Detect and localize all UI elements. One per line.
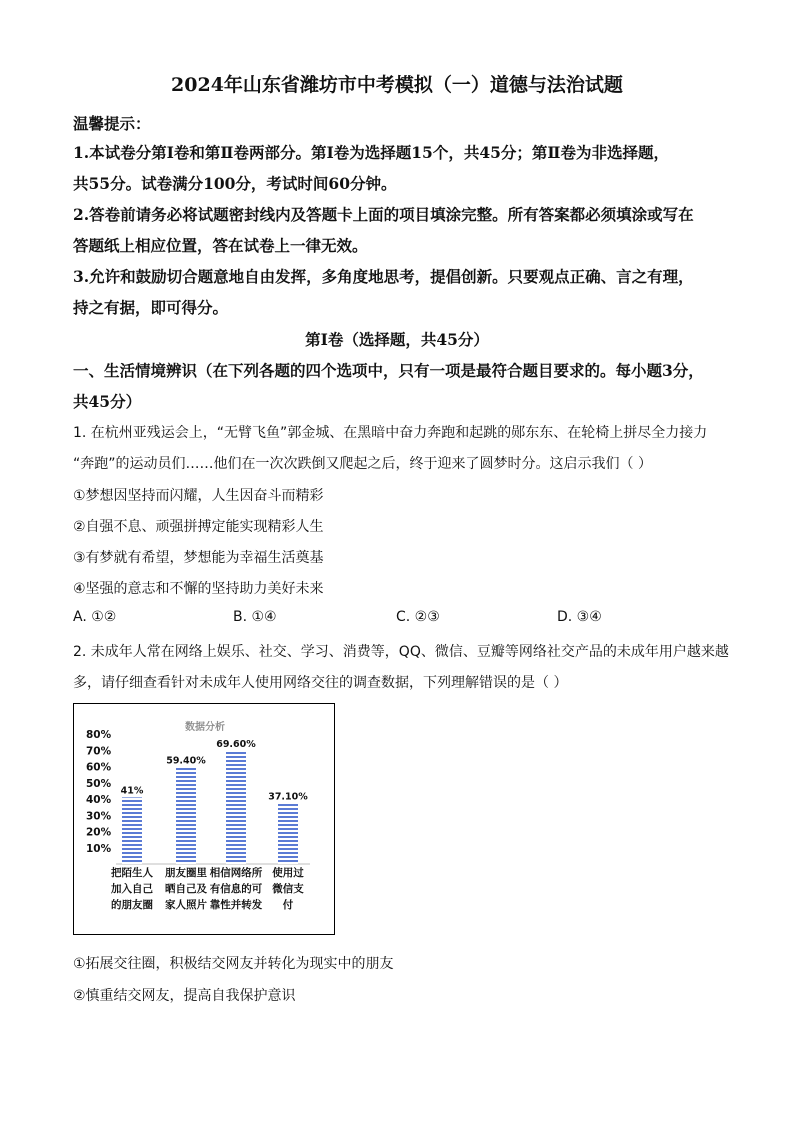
x-category-label: 有信息的可 (209, 883, 263, 895)
option-b: B. ①④ (233, 609, 277, 625)
part-instruction: 共45分） (73, 392, 142, 411)
bar-value-label: 37.10% (268, 791, 308, 803)
x-category-label: 朋友圈里 (165, 867, 207, 879)
bar (226, 751, 246, 864)
bar-value-label: 59.40% (166, 755, 206, 767)
bar (176, 767, 196, 864)
y-tick-label: 80% (86, 729, 112, 741)
question-1-item: ②自强不息、顽强拼搏定能实现精彩人生 (73, 519, 324, 535)
y-tick-label: 50% (86, 777, 112, 790)
notice-heading: 温馨提示： (73, 114, 151, 133)
question-2-item: ①拓展交往圈，积极结交网友并转化为现实中的朋友 (73, 956, 394, 972)
question-2-item: ②慎重结交网友，提高自我保护意识 (73, 988, 296, 1004)
chart-svg (74, 704, 336, 936)
question-2-stem: 多，请仔细查看针对未成年人使用网络交往的调查数据，下列理解错误的是（ ） (73, 675, 568, 691)
notice-line: 2.答卷前请务必将试题密封线内及答题卡上面的项目填涂完整。所有答案都必须填涂或写在 (73, 205, 694, 224)
x-category-label: 相信网络所 (209, 867, 263, 879)
question-1-stem: 1. 在杭州亚残运会上，“无臂飞鱼”郭金城、在黑暗中奋力奔跑和起跳的郧东东、在轮椅上拼尽全力接力 (73, 425, 708, 441)
x-category-label: 付 (282, 899, 294, 911)
y-tick-label: 70% (86, 745, 112, 758)
x-category-label: 微信支 (272, 883, 304, 895)
y-tick-label: 20% (86, 826, 112, 839)
option-c: C. ②③ (396, 609, 440, 625)
x-category-label: 把陌生人 (111, 867, 153, 879)
part-instruction: 一、生活情境辨识（在下列各题的四个选项中，只有一项是最符合题目要求的。每小题3分， (73, 361, 704, 380)
question-1-stem: “奔跑”的运动员们……他们在一次次跌倒又爬起之后，终于迎来了圆梦时分。这启示我们（ ） (73, 456, 652, 472)
question-2-stem: 2. 未成年人常在网络上娱乐、社交、学习、消费等，QQ、微信、豆瓣等网络社交产品的未成年用户越来越 (73, 644, 729, 660)
notice-line: 持之有据，即可得分。 (73, 298, 229, 317)
option-d: D. ③④ (557, 609, 602, 625)
x-category-label: 晒自己及 (165, 883, 207, 895)
section-title: 第Ⅰ卷（选择题，共45分） (305, 330, 489, 349)
x-category-label: 靠性并转发 (209, 899, 263, 911)
question-1-item: ④坚强的意志和不懈的坚持助力美好未来 (73, 581, 324, 597)
notice-line: 3.允许和鼓励切合题意地自由发挥，多角度地思考，提倡创新。只要观点正确、言之有理， (73, 267, 694, 286)
page-title: 2024年山东省潍坊市中考模拟（一）道德与法治试题 (171, 74, 623, 96)
chart-title: 数据分析 (185, 722, 225, 733)
bar-value-label: 41% (120, 785, 144, 797)
bar (122, 797, 142, 864)
question-1-item: ③有梦就有希望，梦想能为幸福生活奠基 (73, 550, 324, 566)
notice-line: 1.本试卷分第Ⅰ卷和第Ⅱ卷两部分。第Ⅰ卷为选择题15个，共45分；第Ⅱ卷为非选择题， (73, 143, 669, 162)
question-1-item: ①梦想因坚持而闪耀，人生因奋斗而精彩 (73, 488, 324, 504)
y-tick-label: 60% (86, 761, 112, 774)
notice-line: 答题纸上相应位置，答在试卷上一律无效。 (73, 236, 368, 255)
survey-chart (73, 703, 335, 935)
bar-value-label: 69.60% (216, 738, 256, 750)
notice-line: 共55分。试卷满分100分，考试时间60分钟。 (73, 174, 397, 193)
x-category-label: 使用过 (272, 867, 304, 879)
x-category-label: 的朋友圈 (111, 899, 153, 911)
y-tick-label: 10% (86, 842, 112, 855)
y-tick-label: 30% (86, 810, 112, 823)
x-category-label: 家人照片 (165, 899, 207, 911)
option-a: A. ①② (73, 609, 117, 625)
x-category-label: 加入自己 (111, 883, 153, 895)
bar (278, 804, 298, 864)
y-tick-label: 40% (86, 794, 112, 806)
